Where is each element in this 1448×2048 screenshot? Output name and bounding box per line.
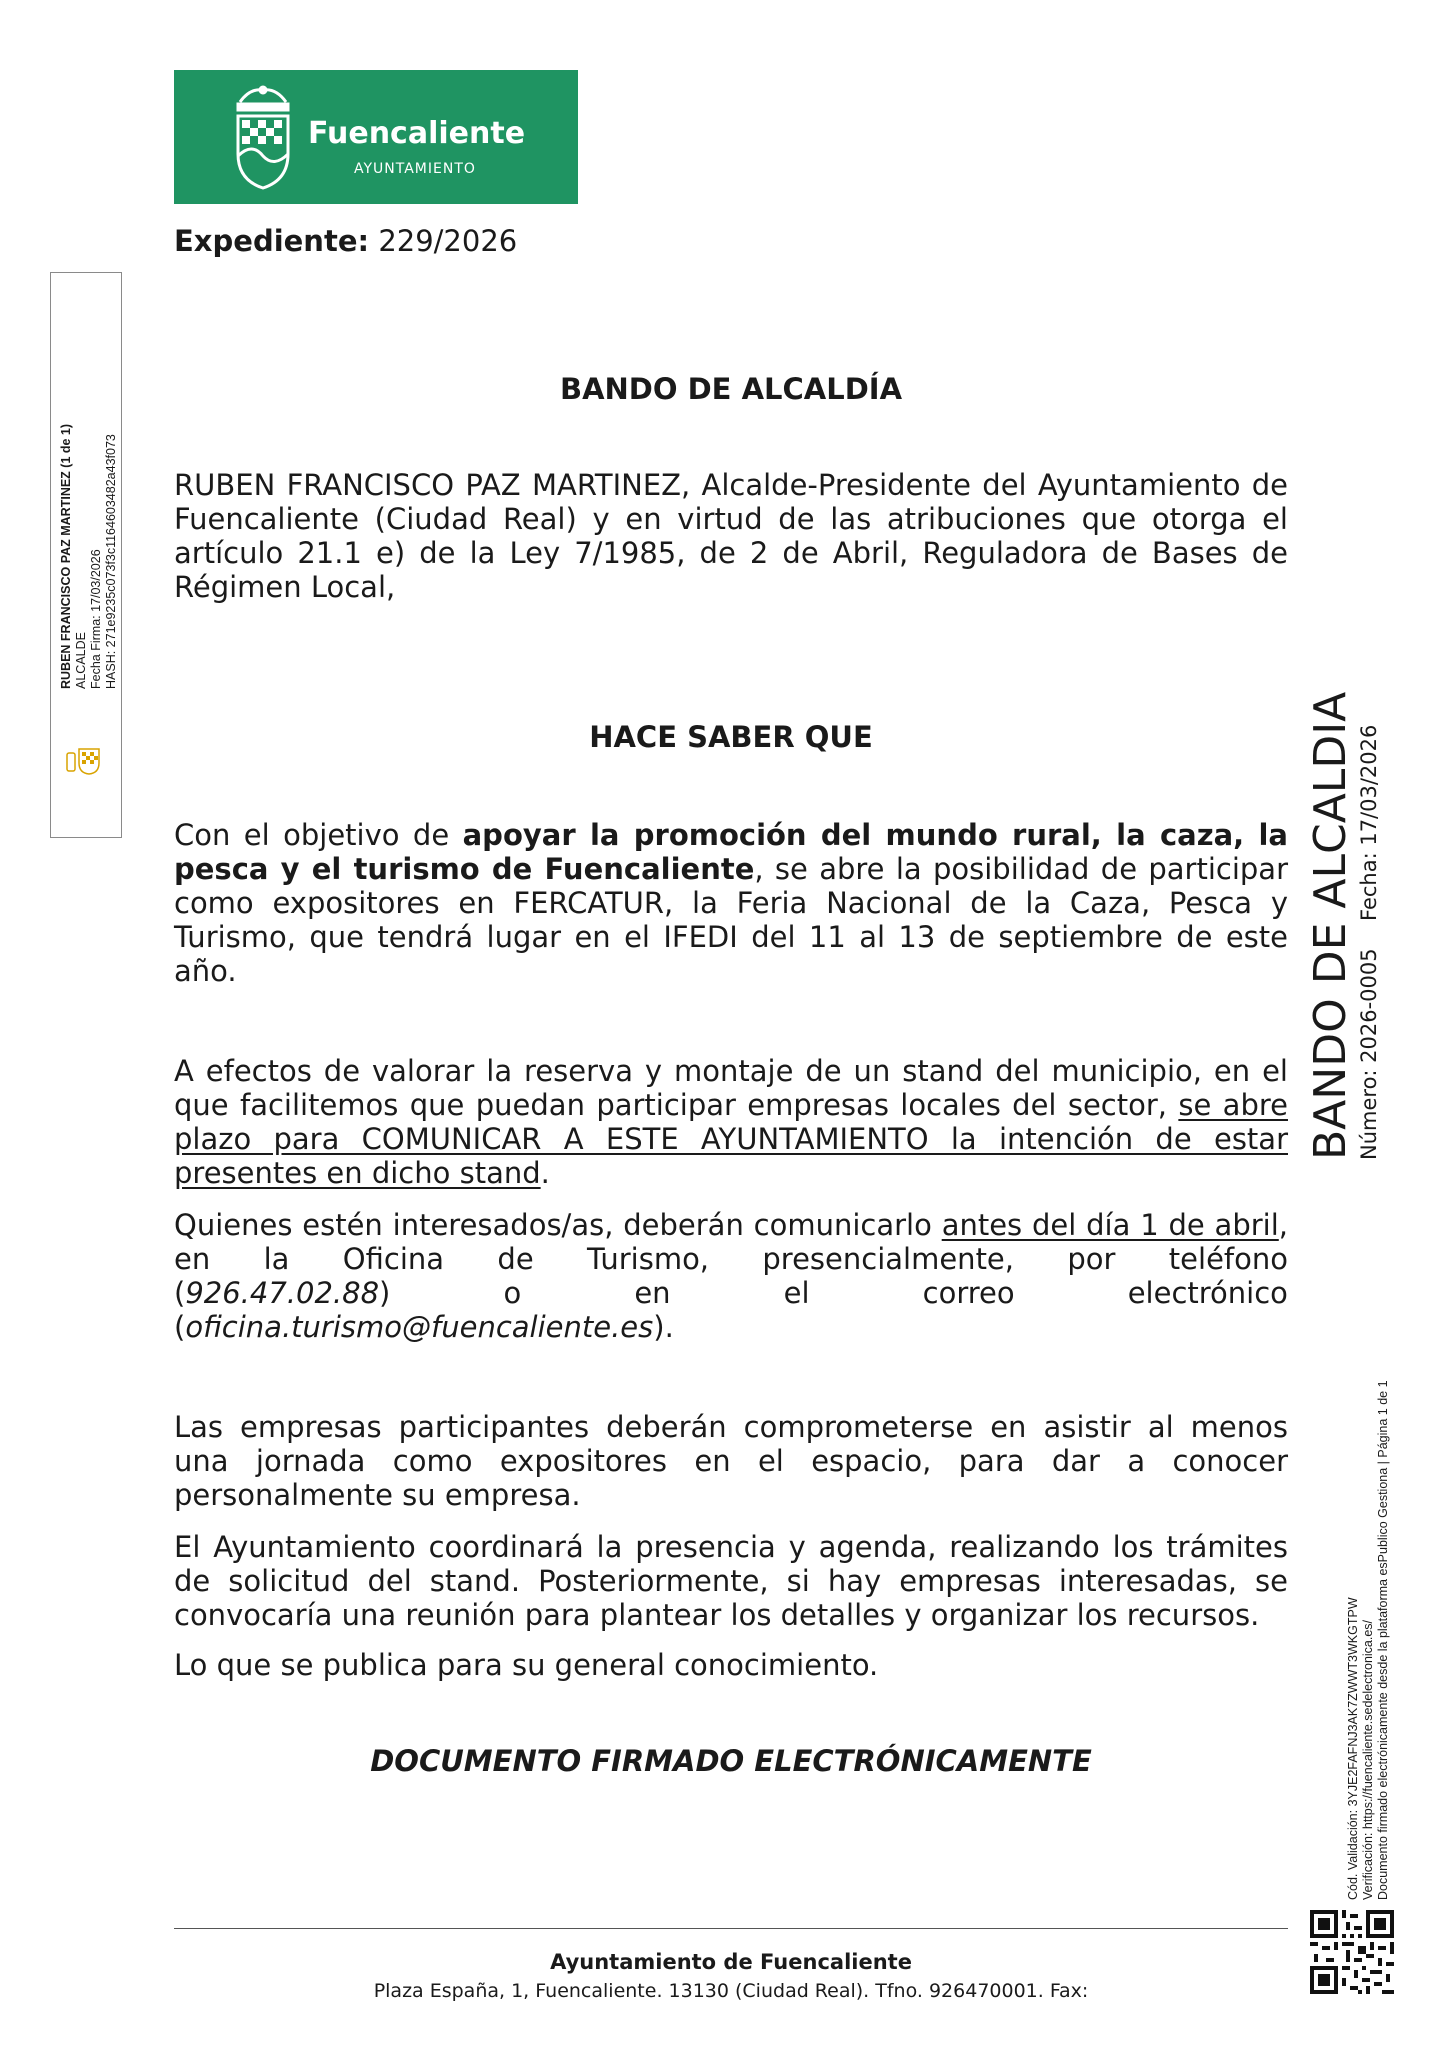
paragraph-closing: Lo que se publica para su general conocimiento. bbox=[174, 1648, 879, 1682]
footer-address: Plaza España, 1, Fuencaliente. 13130 (Ciudad Real). Tfno. 926470001. Fax: bbox=[373, 1980, 1089, 2002]
footer-divider bbox=[174, 1928, 1288, 1929]
signer-name: RUBEN FRANCISCO PAZ MARTINEZ (1 de 1) bbox=[59, 423, 73, 689]
stamp-title: BANDO DE ALCALDIA bbox=[1305, 691, 1356, 1160]
paragraph-contact bbox=[174, 1208, 1288, 1344]
logo-subtitle: AYUNTAMIENTO bbox=[354, 161, 476, 177]
p2-text-c: . bbox=[540, 1156, 550, 1190]
signer-role: ALCALDE bbox=[74, 632, 88, 689]
paragraph-objective bbox=[174, 818, 1288, 988]
municipality-logo bbox=[174, 70, 578, 204]
document-stamp bbox=[1306, 692, 1382, 1160]
paragraph-commitment: Las empresas participantes deberán comprometerse en asistir al menos una jornada como expositores en el espacio, para dar a conocer personalmente su empresa. bbox=[174, 1410, 1288, 1512]
expediente-value: 229/2026 bbox=[378, 224, 518, 258]
p1-bold: apoyar la promoción del mundo rural, la caza, la pesca y el turismo de Fuencaliente bbox=[174, 818, 1288, 886]
signed-notice: DOCUMENTO FIRMADO ELECTRÓNICAMENTE bbox=[370, 1744, 1092, 1778]
stamp-date: Fecha: 17/03/2026 bbox=[1357, 724, 1381, 921]
validation-url: Verificación: https://fuencaliente.sedelectronica.es/ bbox=[1361, 1619, 1375, 1900]
p3-line-1-2 bbox=[174, 1208, 1288, 1276]
p3-deadline: antes del día 1 de abril bbox=[941, 1208, 1279, 1242]
p2-text-a: A efectos de valorar la reserva y montaje de un stand del municipio, en el que facilitemos que puedan participar empresas locales del sector, bbox=[174, 1054, 1288, 1122]
section-heading: HACE SABER QUE bbox=[589, 720, 873, 754]
p3-text-b: , en la Oficina de Turismo, presencialmente, por teléfono bbox=[174, 1208, 1288, 1276]
email-address: oficina.turismo@fuencaliente.es bbox=[185, 1310, 654, 1344]
phone-number: 926.47.02.88 bbox=[185, 1276, 380, 1310]
signature-box bbox=[50, 272, 122, 838]
signature-hash: HASH: 271e9235c073f3c1164603482a43f073 bbox=[104, 434, 118, 689]
p3-line-4: (oficina.turismo@fuencaliente.es). bbox=[174, 1310, 674, 1344]
expediente bbox=[174, 224, 517, 258]
paragraph-stand bbox=[174, 1054, 1288, 1190]
validation-code: Cód. Validación: 3YJE2FAFNJ3AK7ZWWT3WKGTPW bbox=[1346, 1597, 1360, 1900]
intro-paragraph: RUBEN FRANCISCO PAZ MARTINEZ, Alcalde-Presidente del Ayuntamiento de Fuencaliente (Ciudad Real) y en virtud de las atribuciones que otorga el artículo 21.1 e) de la Ley 7/1985, de 2 de Abril, Reguladora de Bases de Régimen Local, bbox=[174, 468, 1288, 604]
paragraph-coordination: El Ayuntamiento coordinará la presencia y agenda, realizando los trámites de solicitud del stand. Posteriormente, si hay empresas interesadas, se convocaría una reunión para plantear los detalles y organizar los recursos. bbox=[174, 1530, 1288, 1632]
p3-line-3: (926.47.02.88) o en el correo electrónico bbox=[174, 1276, 1288, 1310]
signature-text bbox=[59, 424, 119, 689]
coat-of-arms-icon bbox=[228, 84, 298, 194]
validation-platform: Documento firmado electrónicamente desde la plataforma esPublico Gestiona | Página 1 de 1 bbox=[1376, 1380, 1390, 1900]
p1-text-a: Con el objetivo de bbox=[174, 818, 463, 852]
validation-info bbox=[1346, 1380, 1391, 1900]
p2-underlined: se abre plazo para COMUNICAR A ESTE AYUNTAMIENTO la intención de estar presentes en dicho stand bbox=[174, 1088, 1288, 1190]
qr-code-icon bbox=[1310, 1910, 1394, 1994]
p3-text-a: Quienes estén interesados/as, deberán comunicarlo bbox=[174, 1208, 942, 1242]
footer-name: Ayuntamiento de Fuencaliente bbox=[550, 1950, 912, 1974]
coat-of-arms-icon bbox=[65, 745, 101, 775]
stamp-number: Número: 2026-0005 bbox=[1357, 948, 1381, 1160]
expediente-label: Expediente: bbox=[174, 224, 370, 258]
p1-text-c: , se abre la posibilidad de participar como expositores en FERCATUR, la Feria Nacional de la Caza, Pesca y Turismo, que tendrá lugar en el IFEDI del 11 al 13 de septiembre de este año. bbox=[174, 852, 1288, 988]
stamp-info bbox=[1356, 692, 1382, 1160]
document-title: BANDO DE ALCALDÍA bbox=[559, 372, 903, 406]
signature-date: Fecha Firma: 17/03/2026 bbox=[89, 549, 103, 689]
logo-name: Fuencaliente bbox=[308, 116, 526, 151]
